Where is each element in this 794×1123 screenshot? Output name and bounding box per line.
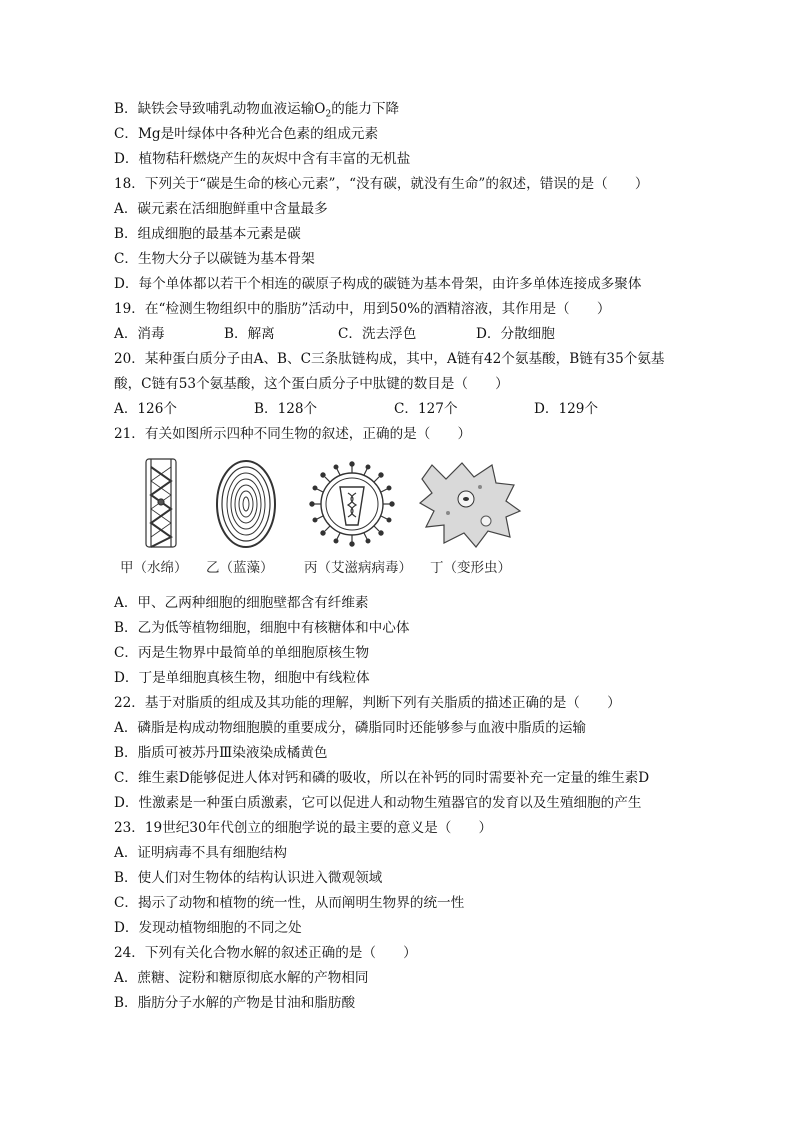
q18-option-c: C．生物大分子以碳链为基本骨架 (114, 251, 315, 267)
q20-option-a: A．126个 (114, 401, 177, 417)
q21-option-a: A．甲、乙两种细胞的细胞壁都含有纤维素 (114, 595, 369, 611)
q19-option-a: A．消毒 (114, 326, 165, 342)
caption-amoeba: 丁（变形虫） (430, 560, 511, 576)
q23-stem: 23．19世纪30年代创立的细胞学说的最主要的意义是（ ） (114, 820, 493, 836)
q22-option-c: C．维生素D能够促进人体对钙和磷的吸收，所以在补钙的同时需要补充一定量的维生素D (114, 770, 650, 786)
q23-option-c: C．揭示了动物和植物的统一性，从而阐明生物界的统一性 (114, 895, 465, 911)
q22-stem: 22．基于对脂质的组成及其功能的理解，判断下列有关脂质的描述正确的是（ ） (114, 695, 621, 711)
caption-cyanobacteria: 乙（蓝藻） (206, 560, 274, 576)
q23-option-a: A．证明病毒不具有细胞结构 (114, 845, 287, 861)
amoeba-drawing (420, 463, 520, 547)
q24-option-a: A．蔗糖、淀粉和糖原彻底水解的产物相同 (114, 970, 369, 986)
q17-option-b: B．缺铁会导致哺乳动物血液运输$O_2$的能力下降 (114, 101, 400, 120)
q19-option-c: C．洗去浮色 (338, 326, 417, 342)
organisms-figure (114, 455, 524, 577)
q17-option-d: D．植物秸秆燃烧产生的灰烬中含有丰富的无机盐 (114, 151, 411, 167)
q21-option-d: D．丁是单细胞真核生物，细胞中有线粒体 (114, 670, 370, 686)
q18-option-d: D．每个单体都以若干个相连的碳原子构成的碳链为基本骨架，由许多单体连接成多聚体 (114, 276, 642, 292)
q23-option-d: D．发现动植物细胞的不同之处 (114, 920, 302, 936)
q24-stem: 24．下列有关化合物水解的叙述正确的是（ ） (114, 945, 417, 961)
q20-option-d: D．129个 (534, 401, 599, 417)
q21-option-b: B．乙为低等植物细胞，细胞中有核糖体和中心体 (114, 620, 410, 636)
q21-option-c: C．丙是生物界中最简单的单细胞原核生物 (114, 645, 370, 661)
q20-option-b: B．128个 (254, 401, 318, 417)
q21-stem: 21．有关如图所示四种不同生物的叙述，正确的是（ ） (114, 426, 472, 442)
q24-option-b: B．脂肪分子水解的产物是甘油和脂肪酸 (114, 995, 356, 1011)
q20-stem-cont: 酸，C链有53个氨基酸，这个蛋白质分子中肽键的数目是（ ） (114, 376, 509, 392)
q22-option-a: A．磷脂是构成动物细胞膜的重要成分，磷脂同时还能够参与血液中脂质的运输 (114, 720, 587, 736)
q22-option-b: B．脂质可被苏丹Ⅲ染液染成橘黄色 (114, 745, 328, 761)
spirogyra-drawing (146, 459, 176, 547)
q17-option-c: C．Mg是叶绿体中各种光合色素的组成元素 (114, 126, 379, 142)
caption-hiv: 丙（艾滋病病毒） (304, 560, 412, 576)
q23-option-b: B．使人们对生物体的结构认识进入微观领域 (114, 870, 383, 886)
caption-spirogyra: 甲（水绵） (120, 560, 188, 576)
q20-stem: 20．某种蛋白质分子由A、B、C三条肽链构成，其中，A链有42个氨基酸，B链有35个氨基 (114, 351, 665, 367)
organisms-drawing (114, 455, 524, 555)
q18-option-b: B．组成细胞的最基本元素是碳 (114, 226, 301, 242)
cyanobacteria-drawing (217, 461, 275, 547)
q20-option-c: C．127个 (394, 401, 458, 417)
q19-option-b: B．解离 (224, 326, 275, 342)
q18-option-a: A．碳元素在活细胞鲜重中含量最多 (114, 201, 328, 217)
q18-stem: 18．下列关于“碳是生命的核心元素”，“没有碳，就没有生命”的叙述，错误的是（ ） (114, 176, 649, 192)
q22-option-d: D．性激素是一种蛋白质激素，它可以促进人和动物生殖器官的发育以及生殖细胞的产生 (114, 795, 642, 811)
q19-stem: 19．在“检测生物组织中的脂肪”活动中，用到50%的酒精溶液，其作用是（ ） (114, 301, 611, 317)
hiv-drawing (310, 462, 394, 546)
q19-option-d: D．分散细胞 (476, 326, 555, 342)
